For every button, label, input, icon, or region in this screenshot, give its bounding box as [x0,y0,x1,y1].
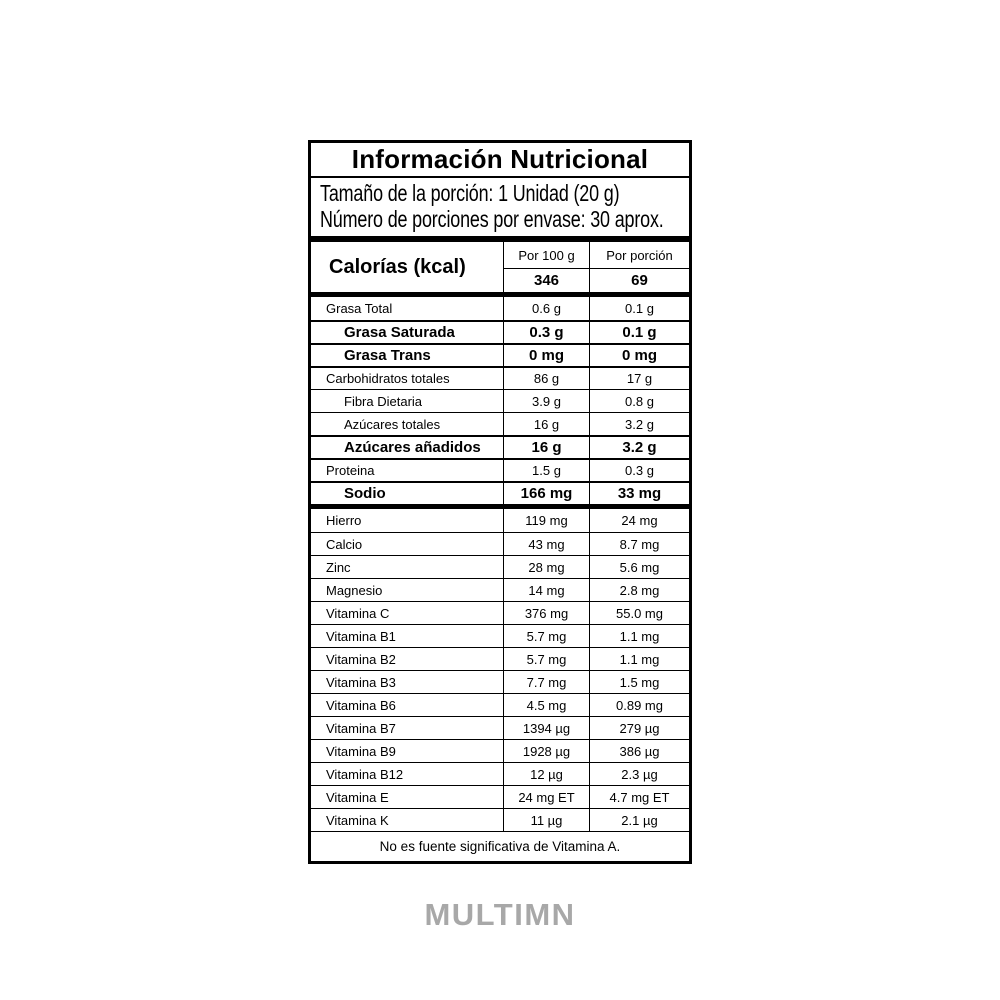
value-per-portion: 0.3 g [589,460,689,481]
nutrient-row [311,716,689,739]
nutrient-row [311,343,689,366]
nutrient-label: Vitamina C [326,605,390,621]
nutrient-label: Vitamina B6 [326,697,396,713]
value-per-100g: 0.6 g [503,297,589,320]
nutrient-row [311,624,689,647]
nutrient-row [311,481,689,504]
value-per-100g: 3.9 g [503,390,589,412]
brand-watermark: MULTIMN [424,897,576,932]
nutrient-label: Zinc [326,559,351,575]
value-per-portion: 5.6 mg [589,556,689,578]
micronutrients-rows [311,509,689,831]
serving-info-box [311,176,689,236]
value-per-portion: 33 mg [589,483,689,504]
nutrient-row [311,739,689,762]
nutrient-label: Sodio [344,485,386,502]
nutrient-label: Magnesio [326,582,383,598]
value-per-portion: 0.1 g [589,322,689,343]
nutrient-label: Vitamina B7 [326,720,396,736]
value-per-100g: 0.3 g [503,322,589,343]
value-per-100g: 166 mg [503,483,589,504]
value-per-portion: 279 µg [589,717,689,739]
nutrient-label: Fibra Dietaria [344,393,423,409]
nutrition-title: Información Nutricional [351,144,649,174]
value-per-portion: 1.1 mg [589,648,689,670]
value-per-100g: 7.7 mg [503,671,589,693]
value-per-100g: 0 mg [503,345,589,366]
nutrient-row [311,762,689,785]
value-per-100g: 376 mg [503,602,589,624]
nutrient-label: Grasa Trans [344,347,431,364]
value-per-100g: 28 mg [503,556,589,578]
value-per-100g: 5.7 mg [503,648,589,670]
nutrient-row [311,670,689,693]
nutrient-row [311,647,689,670]
value-per-100g: 12 µg [503,763,589,785]
value-per-100g: 1394 µg [503,717,589,739]
value-per-portion: 0.8 g [589,390,689,412]
nutrient-label: Vitamina B9 [326,743,396,759]
macronutrients-rows [311,297,689,504]
nutrient-row [311,412,689,435]
value-per-100g: 16 g [503,437,589,458]
value-per-100g: 5.7 mg [503,625,589,647]
nutrient-row [311,601,689,624]
value-per-100g: 4.5 mg [503,694,589,716]
nutrient-label: Vitamina E [326,789,389,805]
calories-per-100g-value: 346 [504,268,589,292]
nutrient-row [311,297,689,320]
nutrient-row [311,366,689,389]
nutrient-row [311,320,689,343]
value-per-portion: 0.1 g [589,297,689,320]
nutrient-label: Proteina [326,463,375,478]
nutrient-label: Vitamina B2 [326,651,396,667]
nutrient-label: Azúcares totales [344,416,441,432]
value-per-portion: 386 µg [589,740,689,762]
nutrient-label: Vitamina B3 [326,674,396,690]
serving-size-text: Tamaño de la porción: 1 Unidad (20 g) [320,179,620,206]
nutrient-label: Vitamina B1 [326,628,396,644]
value-per-portion: 3.2 g [589,437,689,458]
value-per-portion: 2.1 µg [589,809,689,831]
value-per-100g: 24 mg ET [503,786,589,808]
value-per-portion: 24 mg [589,509,689,532]
nutrient-row [311,808,689,831]
nutrition-facts-table [308,140,692,864]
value-per-portion: 8.7 mg [589,533,689,555]
nutrient-label: Vitamina B12 [326,766,404,782]
value-per-portion: 0 mg [589,345,689,366]
value-per-100g: 1928 µg [503,740,589,762]
footnote: No es fuente significativa de Vitamina A. [311,831,689,861]
value-per-portion: 0.89 mg [589,694,689,716]
value-per-portion: 3.2 g [589,413,689,435]
value-per-portion: 2.8 mg [589,579,689,601]
value-per-100g: 43 mg [503,533,589,555]
nutrient-row [311,578,689,601]
nutrient-row [311,693,689,716]
value-per-portion: 4.7 mg ET [589,786,689,808]
value-per-portion: 17 g [589,368,689,389]
nutrient-row [311,509,689,532]
value-per-100g: 11 µg [503,809,589,831]
nutrient-label: Hierro [326,513,362,528]
nutrient-row [311,785,689,808]
nutrient-row [311,532,689,555]
nutrient-row [311,435,689,458]
per-portion-column-header-cell [589,242,689,292]
nutrient-label: Vitamina K [326,812,389,828]
value-per-100g: 119 mg [503,509,589,532]
calories-label: Calorías (kcal) [329,255,466,278]
nutrient-label: Azúcares añadidos [344,439,481,456]
nutrient-row [311,555,689,578]
servings-per-container-text: Número de porciones por envase: 30 aprox. [320,205,664,232]
nutrient-row [311,458,689,481]
column-header-per-portion: Por porción [606,247,673,263]
nutrient-row [311,389,689,412]
value-per-100g: 1.5 g [503,460,589,481]
per-100g-column-header-cell [503,242,589,292]
value-per-100g: 86 g [503,368,589,389]
value-per-100g: 14 mg [503,579,589,601]
value-per-100g: 16 g [503,413,589,435]
value-per-portion: 1.1 mg [589,625,689,647]
calories-per-portion-value: 69 [590,268,689,292]
nutrient-label: Grasa Saturada [344,324,455,341]
value-per-portion: 1.5 mg [589,671,689,693]
calories-section [311,242,689,292]
nutrient-label: Calcio [326,536,363,552]
nutrient-label: Grasa Total [326,301,393,316]
nutrient-label: Carbohidratos totales [326,371,450,386]
value-per-portion: 2.3 µg [589,763,689,785]
column-header-per-100g: Por 100 g [518,247,575,263]
value-per-portion: 55.0 mg [589,602,689,624]
